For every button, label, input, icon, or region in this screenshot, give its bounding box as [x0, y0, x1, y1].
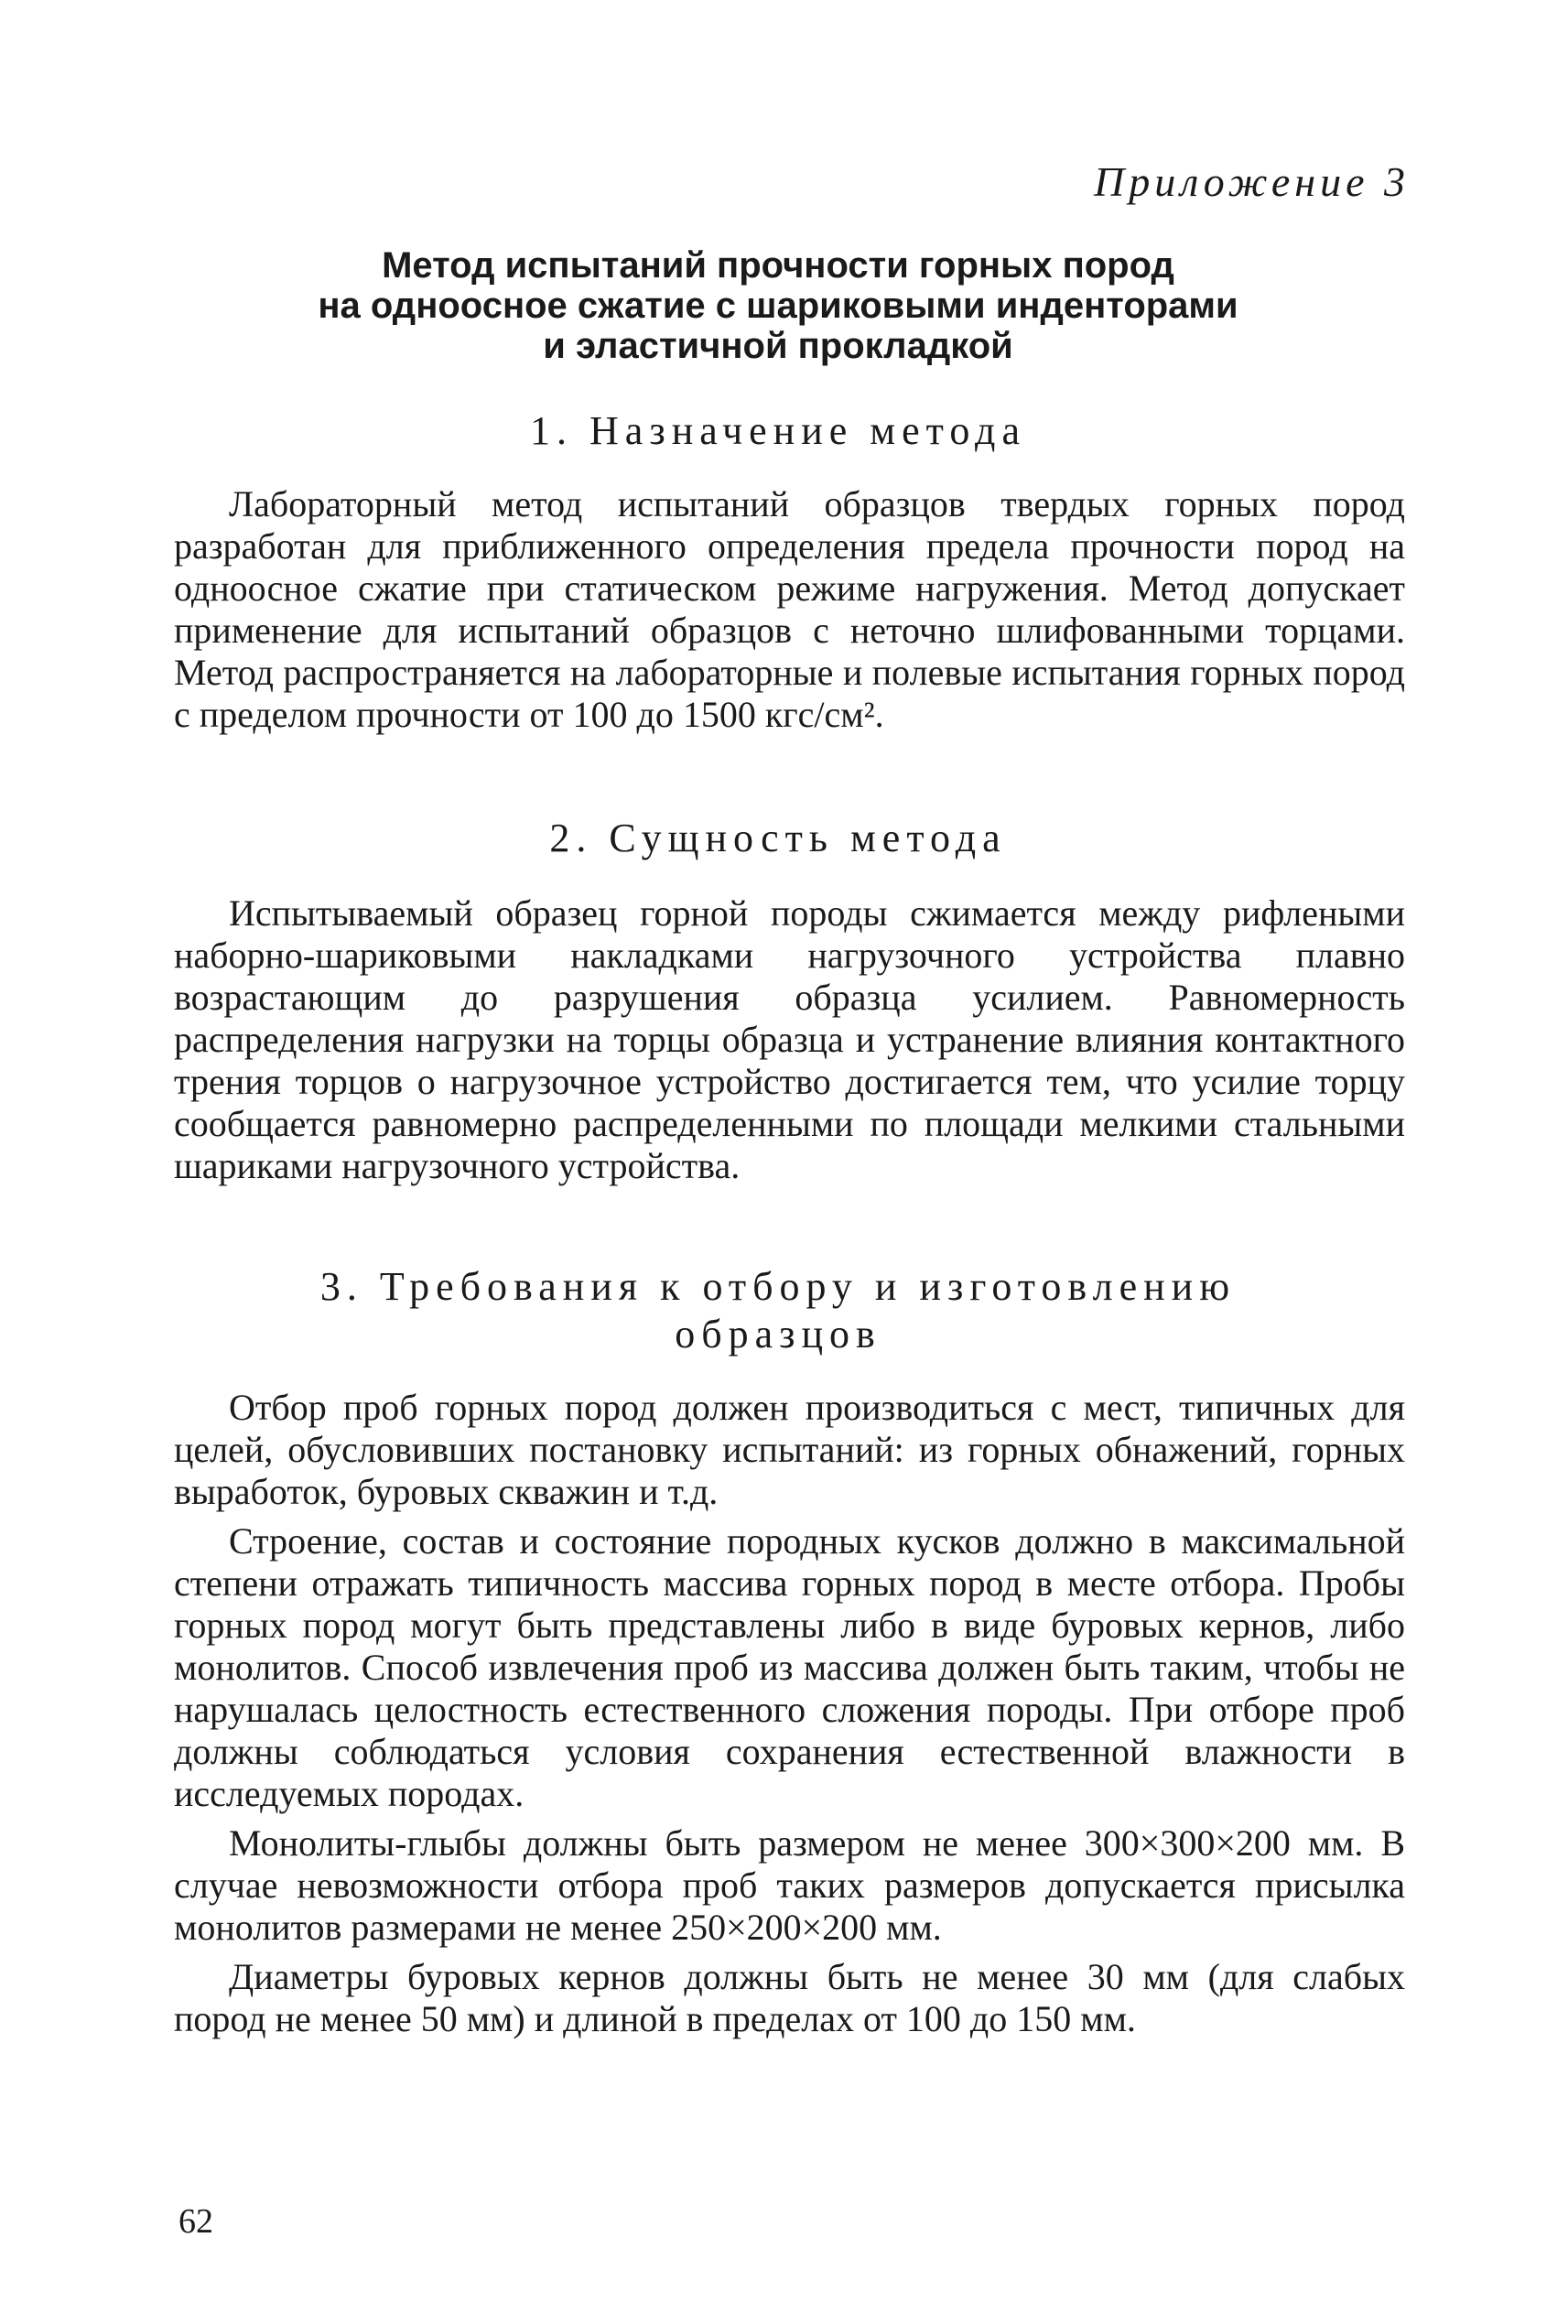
section-2-heading: 2. Сущность метода [549, 816, 1007, 860]
section-3-paragraph-3: Монолиты-глыбы должны быть размером не менее 300×300×200 мм. В случае невозможности отбора проб таких размеров допускается присылка монолитов размерами не менее 250×200×200 мм. [174, 1822, 1405, 1948]
section-1-heading: 1. Назначение метода [530, 408, 1026, 453]
section-2-paragraph-1: Испытываемый образец горной породы сжимается между рифлеными наборно-шариковыми накладками нагрузочного устройства плавно возрастающим до разрушения образца усилием. Равномерность распределения нагрузки на торцы образца и устранение влияния контактного трения торцов о нагрузочное устройство достигается тем, что усилие торцу сообщается равномерно распределенными по площади мелкими стальными шариками нагрузочного устройства. [174, 892, 1405, 1186]
title-line-2: на одноосное сжатие с шариковыми инденторами [318, 286, 1238, 326]
section-3-heading-line-2: образцов [675, 1312, 881, 1357]
appendix-label: Приложение 3 [1093, 158, 1410, 205]
section-3-paragraph-1: Отбор проб горных пород должен производиться с мест, типичных для целей, обусловивших постановку испытаний: из горных обнажений, горных выработок, буровых скважин и т.д. [174, 1387, 1405, 1512]
section-1-body [174, 483, 1405, 736]
title-line-1: Метод испытаний прочности горных пород [382, 245, 1174, 286]
section-2-body [174, 892, 1405, 1187]
section-3-paragraph-2: Строение, состав и состояние породных кусков должно в максимальной степени отражать типичность массива горных пород в месте отбора. Пробы горных пород могут быть представлены либо в виде буровых кернов, либо монолитов. Способ извлечения проб из массива должен быть таким, чтобы не нарушалась целостность естественного сложения породы. При отборе проб должны соблюдаться условия сохранения естественной влажности в исследуемых породах. [174, 1520, 1405, 1814]
section-3-heading-line-1: 3. Требования к отбору и изготовлению [319, 1264, 1237, 1309]
section-3-paragraph-4: Диаметры буровых кернов должны быть не менее 30 мм (для слабых пород не менее 50 мм) и длиной в пределах от 100 до 150 мм. [174, 1956, 1405, 2039]
section-3-heading [183, 1263, 1373, 1358]
section-1-paragraph-1: Лабораторный метод испытаний образцов твердых горных пород разработан для приближенного определения предела прочности пород на одноосное сжатие при статическом режиме нагружения. Метод допускает применение для испытаний образцов с неточно шлифованными торцами. Метод распространяется на лабораторные и полевые испытания горных пород с пределом прочности от 100 до 1500 кгс/см². [174, 483, 1405, 735]
title-line-3: и эластичной прокладкой [543, 326, 1013, 366]
section-3-body [174, 1387, 1405, 2040]
page-number: 62 [178, 2202, 213, 2241]
document-title [183, 245, 1373, 366]
